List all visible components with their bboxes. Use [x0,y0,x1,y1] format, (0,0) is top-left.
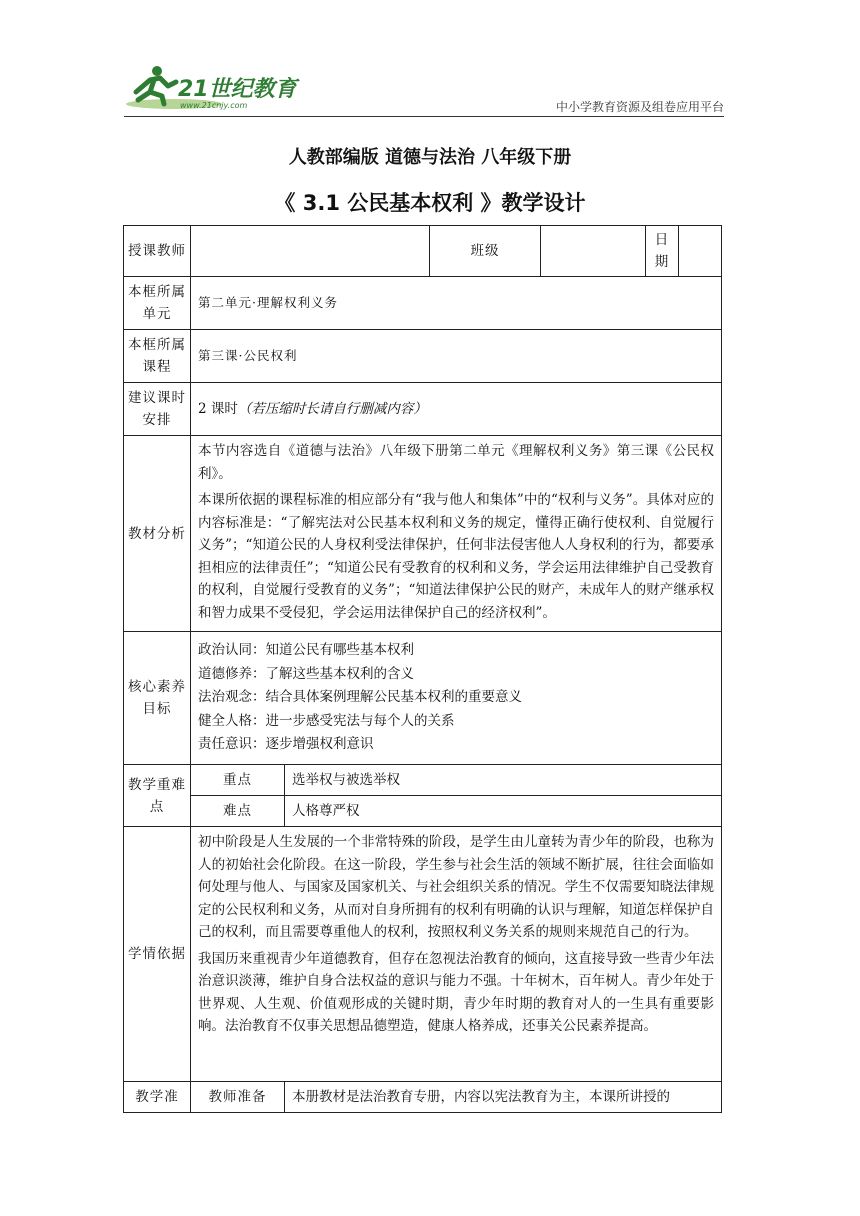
analysis-paragraph: 本课所依据的课程标准的相应部分有“我与他人和集体”中的“权利与义务”。具体对应的内容标准是：“了解宪法对公民基本权利和义务的规定，懂得正确行使权利、自觉履行义务”；“知道公民的人身权利受法律保护，任何非法侵害他人人身权利的行为，都要承担相应的法律责任”；“知道公民有受教育的权利和义务，学会运用法律维护自己受教育的权利，自觉履行受教育的义务”；“知道法律保护公民的财产，未成年人的财产继承权和智力成果不受侵犯，学会运用法律保护自己的经济权利”。 [198,492,714,621]
date-label: 日期 [646,226,679,277]
analysis-paragraph: 本节内容选自《道德与法治》八年级下册第二单元《理解权利义务》第三课《公民权利》。 [198,443,714,482]
student-paragraph: 初中阶段是人生发展的一个非常特殊的阶段，是学生由儿童转为青少年的阶段，也称为人的初始社会化阶段。在这一阶段，学生参与社会生活的领域不断扩展，往往会面临如何处理与他人、与国家及国家机关、与社会组织关系的情况。学生不仅需要知晓法律规定的公民权利和义务，从而对自身所拥有的权利有明确的认识与理解，知道怎样保护自己的权利，而且需要尊重他人的权利，按照权利义务关系的规则来规范自己的行为。 [198,834,714,940]
table-row [124,226,722,277]
date-value[interactable] [679,226,722,277]
site-logo [124,62,304,114]
course-value: 第三课·公民权利 [191,330,722,383]
literacy-item: 法治观念：结合具体案例理解公民基本权利的重要意义 [198,689,522,706]
prep-label: 教学准 [124,1082,191,1113]
schedule-hint: （若压缩时长请自行删减内容） [237,401,427,417]
teacher-value[interactable] [191,226,430,277]
student-cell [191,827,722,1082]
runner-logo-icon [124,62,304,114]
analysis-label: 教材分析 [124,436,191,632]
table-row [124,330,722,383]
literacy-item: 健全人格：进一步感受宪法与每个人的关系 [198,712,455,729]
key-label: 教学重难点 [124,765,191,827]
table-row [124,796,722,827]
table-row [124,383,722,436]
table-row [124,632,722,765]
key-point-value: 选举权与被选举权 [285,765,722,796]
document-subtitle: 人教部编版 道德与法治 八年级下册 [288,147,572,168]
literacy-cell [191,632,722,765]
teacher-label: 授课教师 [124,226,191,277]
lesson-plan-table [123,225,722,1113]
key-point-label: 重点 [191,765,285,796]
teacher-prep-value: 本册教材是法治教育专册，内容以宪法教育为主，本课所讲授的 [285,1082,722,1113]
difficulty-value: 人格尊严权 [285,796,722,827]
schedule-label: 建议课时安排 [124,383,191,436]
unit-value: 第二单元·理解权利义务 [191,277,722,330]
analysis-cell [191,436,722,632]
student-paragraph: 我国历来重视青少年道德教育，但存在忽视法治教育的倾向，这直接导致一些青少年法治意识淡薄，维护自身合法权益的意识与能力不强。十年树木，百年树人。青少年处于世界观、人生观、价值观形成的关键时期，青少年时期的教育对人的一生具有重要影响。法治教育不仅事关思想品德塑造，健康人格养成，还事关公民素养提高。 [198,950,714,1034]
table-row [124,1082,722,1113]
schedule-cell [191,383,722,436]
difficulty-label: 难点 [191,796,285,827]
logo-main-text: 21世纪教育 [178,77,297,102]
table-row [124,765,722,796]
schedule-value: 2 课时 [198,401,238,417]
class-value[interactable] [541,226,646,277]
document-title: 《 3.1 公民基本权利 》教学设计 [274,191,586,215]
platform-name: 中小学教育资源及组卷应用平台 [555,100,724,114]
literacy-label: 核心素养目标 [124,632,191,765]
unit-label: 本框所属单元 [124,277,191,330]
class-label: 班级 [430,226,541,277]
page-header [124,62,724,118]
literacy-item: 责任意识：逐步增强权利意识 [198,736,374,753]
literacy-item: 道德修养：了解这些基本权利的含义 [198,665,414,682]
logo-url-text: www.21cnjy.com [180,101,248,110]
table-row [124,277,722,330]
table-row [124,436,722,632]
table-row [124,827,722,1082]
header-divider [124,116,724,117]
teacher-prep-label: 教师准备 [191,1082,285,1113]
student-label: 学情依据 [124,827,191,1082]
literacy-item: 政治认同：知道公民有哪些基本权利 [198,642,414,659]
course-label: 本框所属课程 [124,330,191,383]
